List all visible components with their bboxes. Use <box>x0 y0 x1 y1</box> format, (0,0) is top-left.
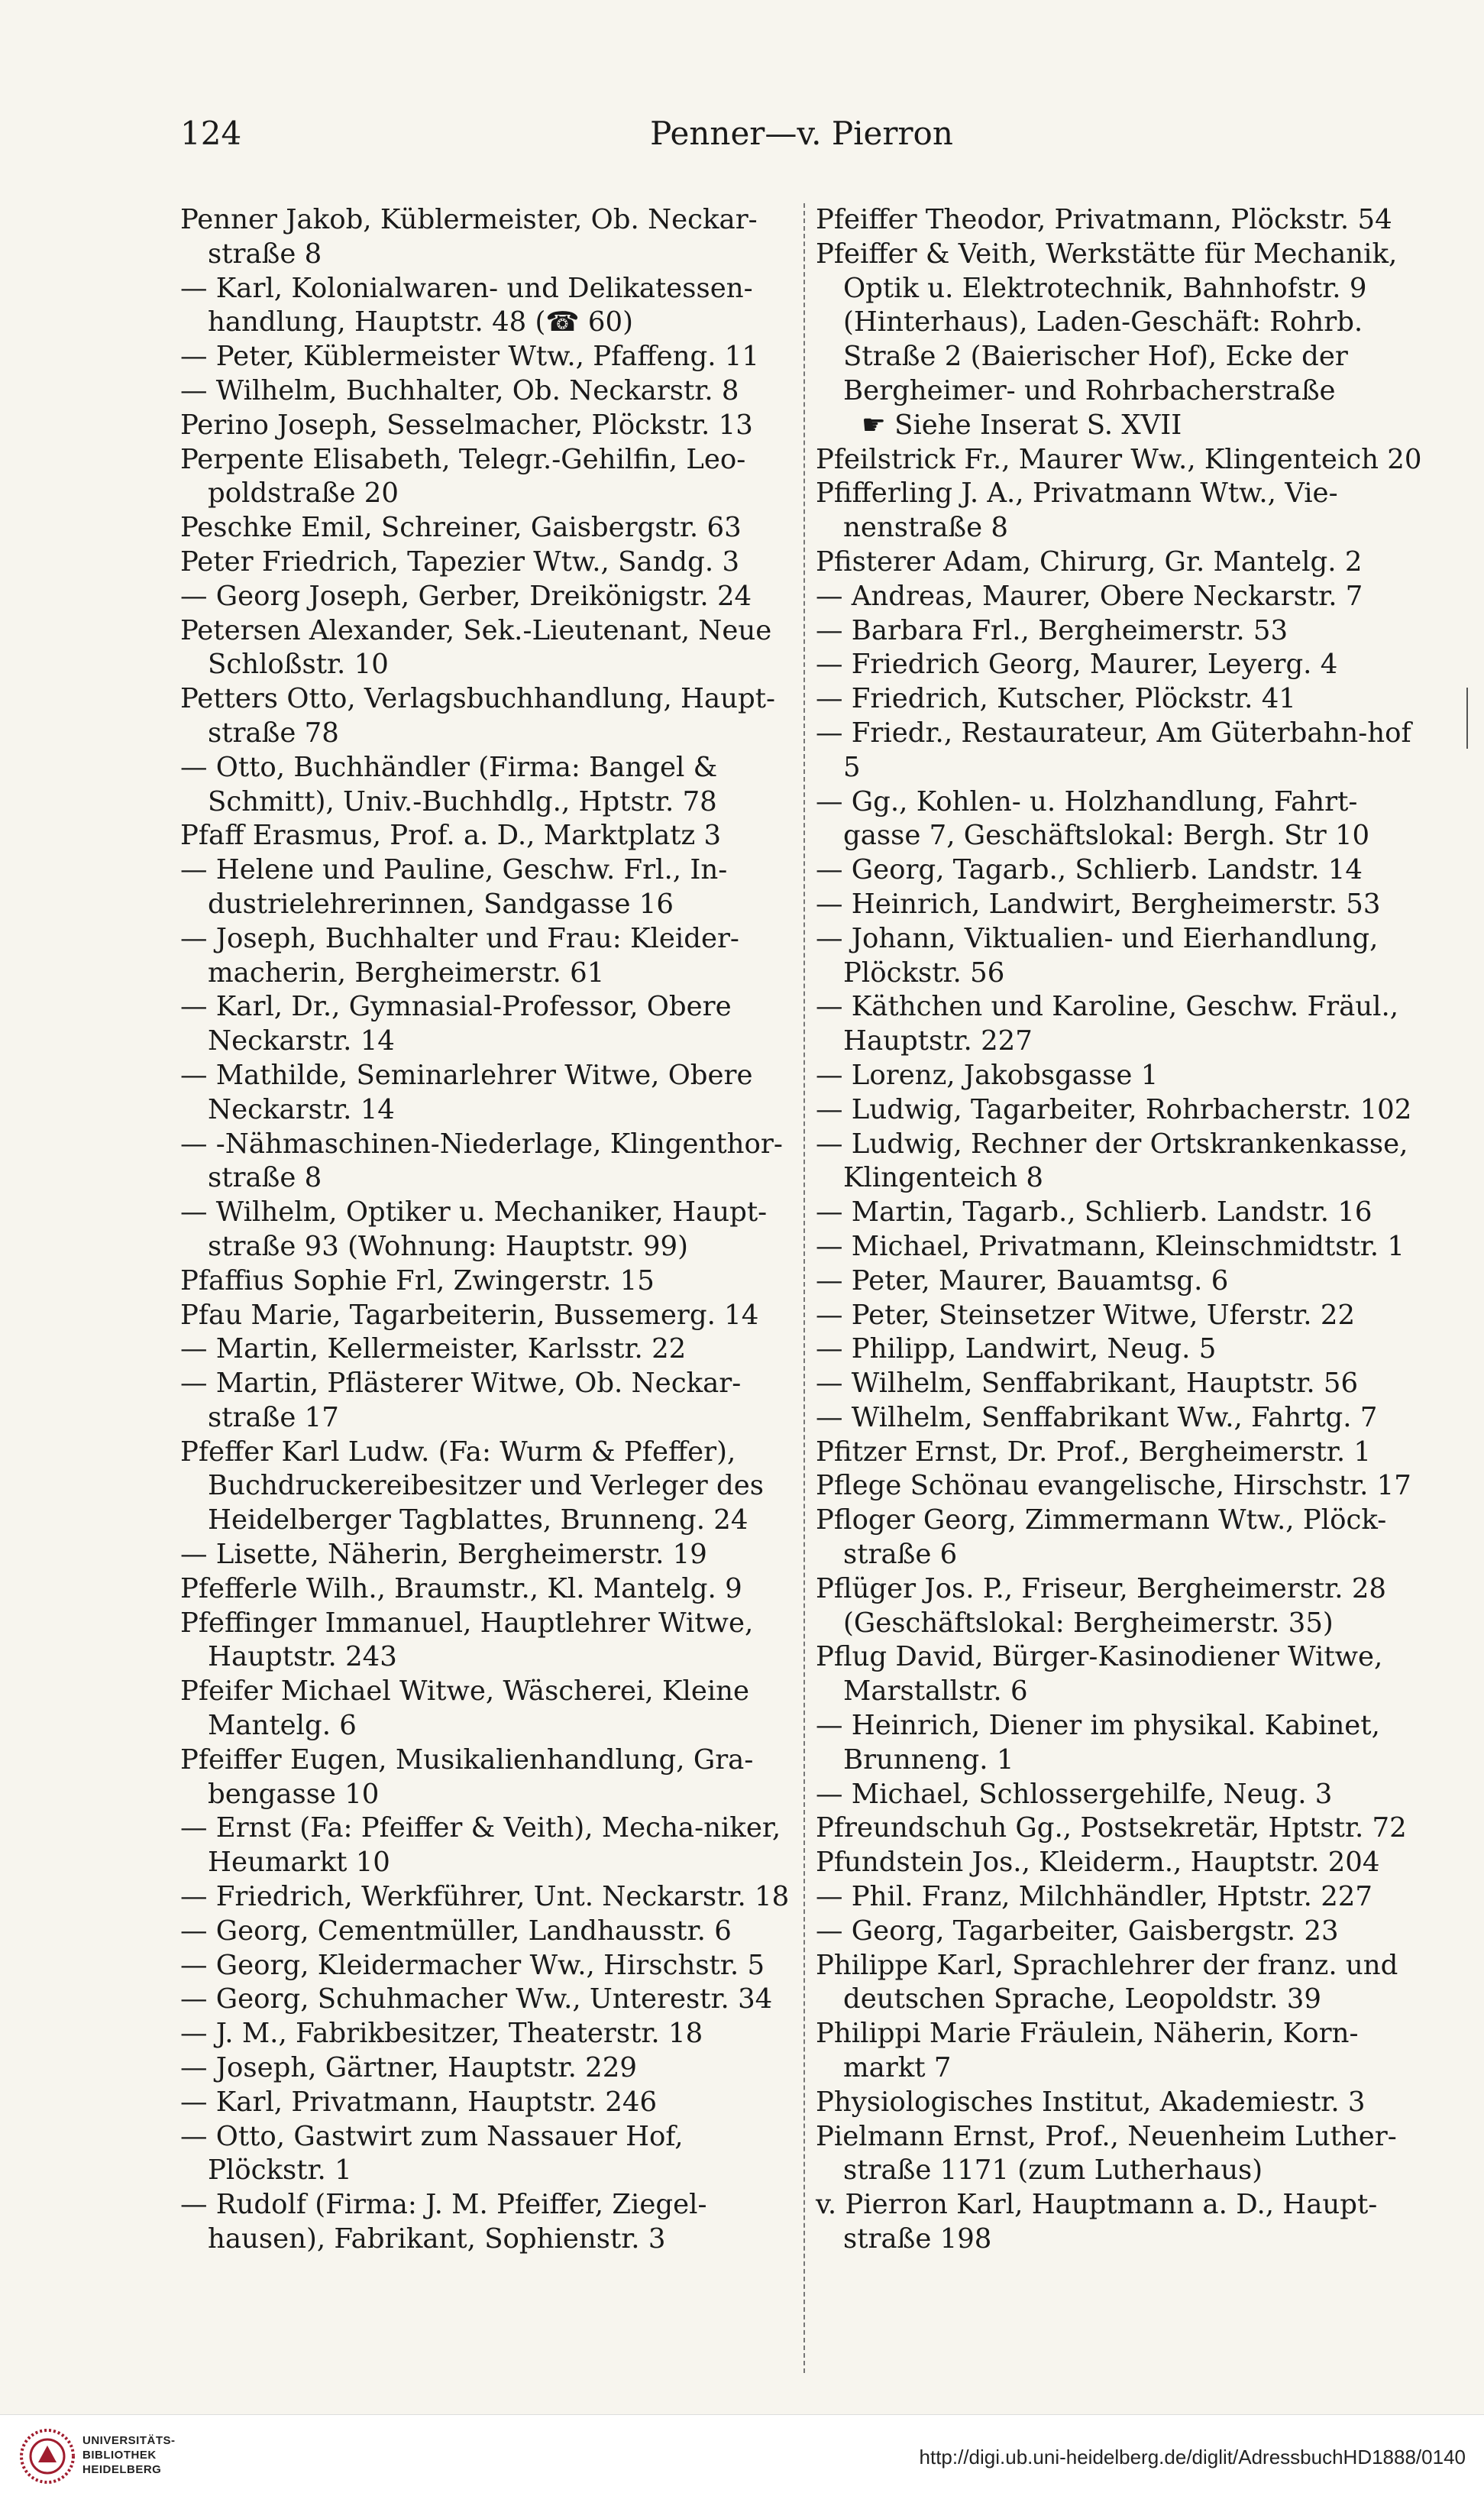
directory-entry: Pielmann Ernst, Prof., Neuenheim Luther-straße 1171 (zum Lutherhaus) <box>816 2120 1397 2187</box>
directory-entry: — Ludwig, Tagarbeiter, Rohrbacherstr. 102 <box>816 1093 1412 1125</box>
directory-entry: Pfifferling J. A., Privatmann Wtw., Vie-nenstraße 8 <box>816 478 1338 544</box>
directory-entry: — Johann, Viktualien- und Eierhandlung, Plöckstr. 56 <box>816 922 1379 989</box>
directory-entry: Perpente Elisabeth, Telegr.-Gehilfin, Leo-poldstraße 20 <box>180 443 746 510</box>
directory-entry: Pfreundschuh Gg., Postsekretär, Hptstr. 72 <box>816 1812 1407 1844</box>
directory-entry: Pfeffinger Immanuel, Hauptlehrer Witwe, Hauptstr. 243 <box>180 1607 754 1673</box>
directory-entry: — Otto, Buchhändler (Firma: Bangel & Schmitt), Univ.-Buchhdlg., Hptstr. 78 <box>180 751 718 817</box>
directory-entry: Pfefferle Wilh., Braumstr., Kl. Mantelg. 9 <box>180 1572 742 1604</box>
directory-entry: — Phil. Franz, Milchhändler, Hptstr. 227 <box>816 1881 1372 1913</box>
directory-entry: — Heinrich, Landwirt, Bergheimerstr. 53 <box>816 888 1381 920</box>
directory-entry: — Michael, Privatmann, Kleinschmidtstr. 1 <box>816 1230 1405 1262</box>
right-column <box>816 203 1427 2257</box>
directory-entry: Pfloger Georg, Zimmermann Wtw., Plöck-straße 6 <box>816 1504 1387 1571</box>
directory-entry: — Lisette, Näherin, Bergheimerstr. 19 <box>180 1539 707 1571</box>
directory-entry: — Wilhelm, Optiker u. Mechaniker, Haupt-straße 93 (Wohnung: Hauptstr. 99) <box>180 1196 768 1262</box>
directory-entry: Pfeilstrick Fr., Maurer Ww., Klingenteich 20 <box>816 443 1422 475</box>
directory-entry: — Otto, Gastwirt zum Nassauer Hof, Plöckstr. 1 <box>180 2120 684 2187</box>
directory-entry: — Karl, Kolonialwaren- und Delikatessen-handlung, Hauptstr. 48 (☎ 60) <box>180 272 753 338</box>
directory-entry: Peter Friedrich, Tapezier Wtw., Sandg. 3 <box>180 545 740 578</box>
page-header <box>180 115 1423 160</box>
directory-entry: — Rudolf (Firma: J. M. Pfeiffer, Ziegel-hausen), Fabrikant, Sophienstr. 3 <box>180 2189 707 2255</box>
directory-entry: — Peter, Küblermeister Wtw., Pfaffeng. 11 <box>180 341 759 373</box>
directory-entry: Petersen Alexander, Sek.-Lieutenant, Neue Schloßstr. 10 <box>180 614 772 681</box>
directory-entry: — Joseph, Gärtner, Hauptstr. 229 <box>180 2052 637 2084</box>
directory-entry: Petters Otto, Verlagsbuchhandlung, Haupt-straße 78 <box>180 683 776 749</box>
directory-entry: — Friedr., Restaurateur, Am Güterbahn-hof 5 <box>816 717 1411 783</box>
directory-entry: — Martin, Tagarb., Schlierb. Landstr. 16 <box>816 1196 1372 1229</box>
directory-entry: — Martin, Kellermeister, Karlsstr. 22 <box>180 1333 687 1365</box>
directory-entry: — Friedrich, Werkführer, Unt. Neckarstr. 18 <box>180 1881 790 1913</box>
directory-entry: Penner Jakob, Küblermeister, Ob. Neckar-straße 8 <box>180 204 758 270</box>
directory-entry: — -Nähmaschinen-Niederlage, Klingenthor-straße 8 <box>180 1128 783 1194</box>
directory-entry: — Karl, Privatmann, Hauptstr. 246 <box>180 2086 658 2118</box>
university-seal-icon <box>17 2427 78 2485</box>
directory-entry: — Karl, Dr., Gymnasial-Professor, Obere Neckarstr. 14 <box>180 991 732 1057</box>
directory-entry: — Andreas, Maurer, Obere Neckarstr. 7 <box>816 580 1363 612</box>
library-name: UNIVERSITÄTS- BIBLIOTHEK HEIDELBERG <box>82 2434 176 2476</box>
directory-entry: Pfitzer Ernst, Dr. Prof., Bergheimerstr. 1 <box>816 1436 1372 1468</box>
left-column <box>180 203 791 2257</box>
directory-entry: Pfeifer Michael Witwe, Wäscherei, Kleine Mantelg. 6 <box>180 1675 750 1742</box>
directory-entry: Pflege Schönau evangelische, Hirschstr. 17 <box>816 1470 1411 1502</box>
directory-entry: — Georg, Schuhmacher Ww., Unterestr. 34 <box>180 1983 773 2015</box>
directory-entry: — Wilhelm, Senffabrikant Ww., Fahrtg. 7 <box>816 1401 1378 1433</box>
directory-entry: Pflug David, Bürger-Kasinodiener Witwe, Marstallstr. 6 <box>816 1641 1383 1708</box>
directory-entry: — Joseph, Buchhalter und Frau: Kleider-macherin, Bergheimerstr. 61 <box>180 922 739 989</box>
directory-entry: Pfeffer Karl Ludw. (Fa: Wurm & Pfeffer), Buchdruckereibesitzer und Verleger des Heidelberger Tagblattes, Brunneng. 24 <box>180 1436 764 1536</box>
directory-entry: — J. M., Fabrikbesitzer, Theaterstr. 18 <box>180 2018 703 2050</box>
directory-entry: — Peter, Steinsetzer Witwe, Uferstr. 22 <box>816 1299 1356 1331</box>
directory-entry: Pfundstein Jos., Kleiderm., Hauptstr. 204 <box>816 1847 1380 1879</box>
directory-entry: — Georg, Cementmüller, Landhausstr. 6 <box>180 1915 732 1947</box>
directory-entry: ☛ Siehe Inserat S. XVII <box>862 409 1182 441</box>
source-url-link[interactable]: http://digi.ub.uni-heidelberg.de/diglit/AdressbuchHD1888/0140 <box>919 2446 1466 2468</box>
margin-mark <box>1466 688 1468 749</box>
directory-entry: Pflüger Jos. P., Friseur, Bergheimerstr. 28 (Geschäftslokal: Bergheimerstr. 35) <box>816 1572 1386 1639</box>
directory-entry: — Käthchen und Karoline, Geschw. Fräul., Hauptstr. 227 <box>816 991 1399 1057</box>
column-divider <box>803 203 805 2373</box>
directory-entry: — Georg, Kleidermacher Ww., Hirschstr. 5 <box>180 1949 765 1981</box>
directory-entry: Pfaff Erasmus, Prof. a. D., Marktplatz 3 <box>180 820 722 852</box>
directory-entry: Philippi Marie Fräulein, Näherin, Korn-markt 7 <box>816 2018 1359 2084</box>
directory-entry: — Michael, Schlossergehilfe, Neug. 3 <box>816 1778 1333 1810</box>
directory-entry: — Ernst (Fa: Pfeiffer & Veith), Mecha-niker, Heumarkt 10 <box>180 1812 781 1879</box>
directory-entry: Pfeiffer Theodor, Privatmann, Plöckstr. 54 <box>816 204 1392 235</box>
directory-entry: — Peter, Maurer, Bauamtsg. 6 <box>816 1264 1229 1297</box>
page-number: 124 <box>180 115 242 152</box>
directory-entry: Pfisterer Adam, Chirurg, Gr. Mantelg. 2 <box>816 545 1363 578</box>
directory-entry: — Barbara Frl., Bergheimerstr. 53 <box>816 614 1288 646</box>
directory-entry: Pfeiffer & Veith, Werkstätte für Mechanik, Optik u. Elektrotechnik, Bahnhofstr. 9 (Hinterhaus), Laden-Geschäft: Rohrb. Straße 2 (Baierischer Hof), Ecke der Bergheimer- und Rohrbacherstraße <box>816 238 1398 406</box>
directory-entry: — Friedrich, Kutscher, Plöckstr. 41 <box>816 683 1296 715</box>
directory-entry: Peschke Emil, Schreiner, Gaisbergstr. 63 <box>180 512 742 544</box>
directory-entry: — Georg, Tagarbeiter, Gaisbergstr. 23 <box>816 1915 1339 1947</box>
directory-entry: — Gg., Kohlen- u. Holzhandlung, Fahrt-gasse 7, Geschäftslokal: Bergh. Str 10 <box>816 785 1370 852</box>
running-head: Penner—v. Pierron <box>650 115 953 152</box>
directory-entry: Philippe Karl, Sprachlehrer der franz. und deutschen Sprache, Leopoldstr. 39 <box>816 1949 1398 2015</box>
directory-entry: — Wilhelm, Senffabrikant, Hauptstr. 56 <box>816 1368 1359 1400</box>
directory-entry: — Friedrich Georg, Maurer, Leyerg. 4 <box>816 649 1338 681</box>
directory-entry: Pfau Marie, Tagarbeiterin, Bussemerg. 14 <box>180 1299 759 1331</box>
directory-entry: Pfeiffer Eugen, Musikalienhandlung, Gra-bengasse 10 <box>180 1743 754 1810</box>
directory-entry: Pfaffius Sophie Frl, Zwingerstr. 15 <box>180 1264 655 1297</box>
directory-entry: Perino Joseph, Sesselmacher, Plöckstr. 13 <box>180 409 753 441</box>
directory-entry: — Helene und Pauline, Geschw. Frl., In-dustrielehrerinnen, Sandgasse 16 <box>180 854 728 920</box>
footer-bar <box>0 2414 1484 2496</box>
directory-entry: v. Pierron Karl, Hauptmann a. D., Haupt-straße 198 <box>816 2189 1378 2255</box>
directory-entry: — Lorenz, Jakobsgasse 1 <box>816 1059 1159 1091</box>
directory-entry: Physiologisches Institut, Akademiestr. 3 <box>816 2086 1366 2118</box>
directory-entry: — Mathilde, Seminarlehrer Witwe, Obere Neckarstr. 14 <box>180 1059 753 1125</box>
directory-entry: — Wilhelm, Buchhalter, Ob. Neckarstr. 8 <box>180 374 739 406</box>
directory-entry: — Heinrich, Diener im physikal. Kabinet, Brunneng. 1 <box>816 1710 1380 1776</box>
directory-entry: — Ludwig, Rechner der Ortskrankenkasse, Klingenteich 8 <box>816 1128 1408 1194</box>
directory-entry: — Georg Joseph, Gerber, Dreikönigstr. 24 <box>180 580 752 612</box>
directory-entry: — Georg, Tagarb., Schlierb. Landstr. 14 <box>816 854 1363 886</box>
directory-entry: — Philipp, Landwirt, Neug. 5 <box>816 1333 1217 1365</box>
directory-entry: — Martin, Pflästerer Witwe, Ob. Neckar-straße 17 <box>180 1368 742 1433</box>
